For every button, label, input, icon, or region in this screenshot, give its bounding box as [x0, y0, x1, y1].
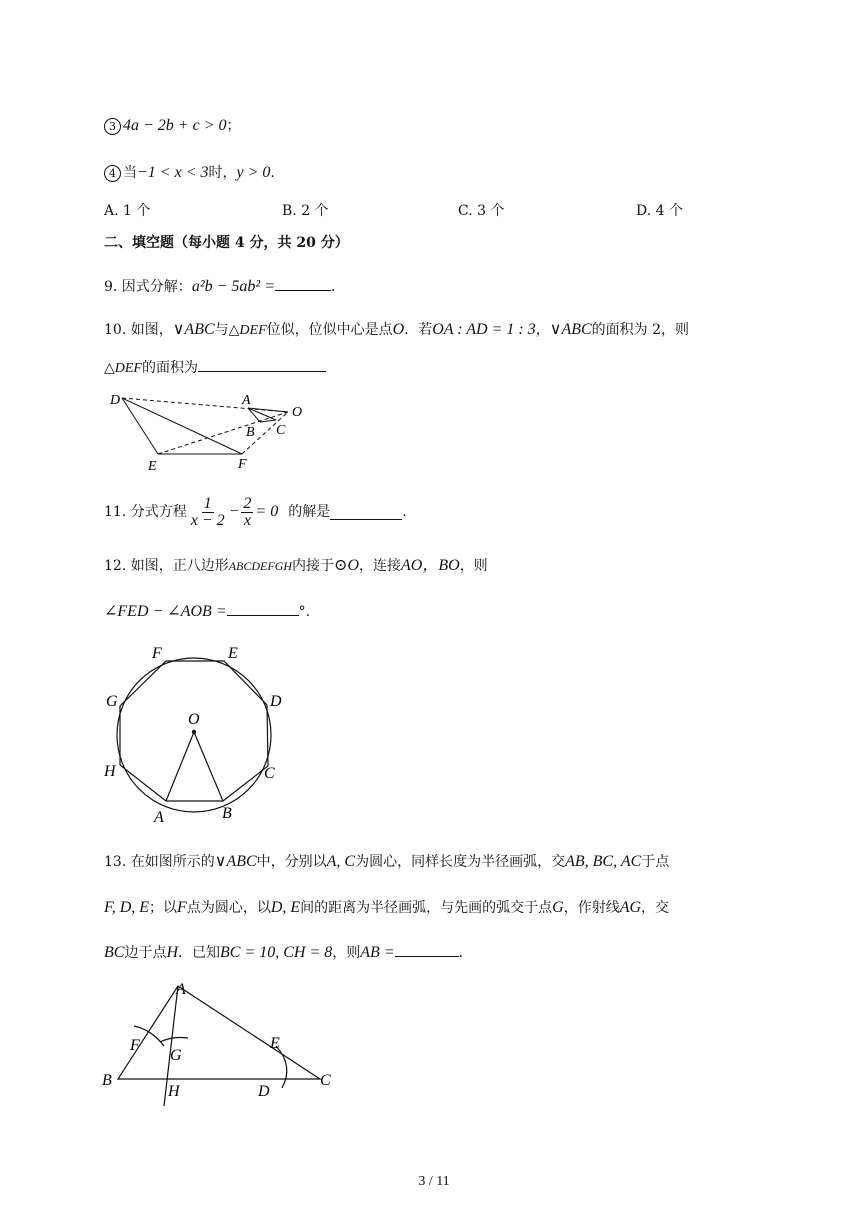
q13-text-a: 13. 在如图所示的: [104, 854, 215, 870]
q11-numerator-1: 1: [203, 494, 212, 512]
question-13-line-1: [104, 852, 669, 872]
q13-label-f: F: [130, 1037, 140, 1054]
question-13-line-3: [104, 942, 463, 963]
q13-ask: AB =: [360, 944, 395, 961]
q13-text-l: ，则: [332, 945, 361, 961]
question-9: [104, 276, 335, 297]
item-3-number: 3: [104, 118, 121, 135]
item-4-number: 4: [104, 165, 121, 182]
section-title: 二、填空题（每小题 4 分，共 20 分）: [104, 235, 349, 251]
q13-triangle-shape: [118, 986, 320, 1079]
q11-numerator-2: 2: [243, 494, 252, 512]
q10-text-e: ，: [535, 322, 550, 338]
q13-point-f: F: [177, 899, 187, 916]
q10-text-c: 位似，位似中心是点: [266, 322, 393, 338]
item-4-mid: 时，: [208, 165, 237, 181]
q13-label-c: C: [320, 1072, 331, 1089]
question-11: [104, 492, 407, 532]
item-4: [104, 163, 275, 183]
q13-ray: AG: [619, 899, 642, 916]
q10-label-e: E: [148, 459, 157, 474]
q13-text-b: 中，分别以: [256, 854, 327, 870]
q11-answer-blank[interactable]: [330, 505, 402, 520]
q12-segments: AO，BO: [401, 557, 460, 574]
q11-minus: −: [228, 503, 240, 520]
q12-expression: ∠FED − ∠AOB =: [104, 603, 227, 620]
q10-triangle-def-2: △DEF: [104, 361, 142, 376]
q11-fraction-2: [241, 496, 253, 529]
q12-text-c: ，连接: [359, 558, 402, 574]
q13-figure: [98, 976, 348, 1111]
q11-prefix: 11. 分式方程: [104, 504, 187, 520]
q11-equals: = 0: [255, 503, 279, 520]
item-4-lead: 当: [123, 165, 137, 181]
q13-label-b: B: [102, 1072, 112, 1089]
q13-text-j: 边于点: [124, 945, 167, 961]
q13-point-g: G: [552, 899, 564, 916]
question-13-line-2: [104, 898, 669, 918]
q9-expression: a²b − 5ab² =: [191, 278, 275, 295]
q9-answer-blank[interactable]: [275, 276, 331, 291]
q13-label-e: E: [270, 1035, 280, 1052]
q12-polygon: ABCDEFGH: [228, 559, 293, 573]
question-12-line-2: [104, 601, 310, 622]
q13-label-d: D: [258, 1083, 270, 1100]
q11-mid: 的解是: [288, 504, 331, 520]
q10-triangle-def: △DEF: [228, 323, 267, 338]
q12-tail: °.: [298, 604, 311, 620]
q12-text-a: 12. 如图，正八边形: [104, 558, 229, 574]
choice-a: A. 1 个: [104, 203, 151, 219]
q12-answer-blank[interactable]: [227, 601, 299, 616]
item-4-tail: .: [270, 165, 275, 181]
q10-label-f: F: [238, 457, 247, 472]
q13-arc-ed: [276, 1046, 287, 1088]
q11-fraction-1: [189, 496, 227, 529]
q11-tail: .: [402, 504, 407, 520]
q10-text-f: 的面积为 2，则: [591, 322, 690, 338]
q13-text-k: ．已知: [178, 945, 221, 961]
q13-text-c: 为圆心，同样长度为半径画弧，交: [355, 854, 566, 870]
q10-label-a: A: [242, 393, 251, 408]
q12-circle: ⊙O: [334, 557, 360, 574]
q13-label-a: A: [176, 981, 186, 998]
q12-label-f: F: [152, 645, 162, 662]
q13-label-h: H: [168, 1083, 180, 1100]
q13-label-g: G: [170, 1047, 182, 1064]
choice-c: C. 3 个: [458, 203, 505, 219]
q13-segment-bc: BC: [104, 944, 125, 961]
q12-label-h: H: [104, 763, 116, 780]
q13-sides: AB, BC, AC: [565, 853, 642, 870]
question-10-line-1: [104, 320, 689, 341]
q13-given: BC = 10, CH = 8: [220, 944, 333, 961]
q10-label-b: B: [246, 425, 255, 440]
q12-label-a: A: [154, 809, 164, 826]
q10-label-o: O: [292, 405, 303, 420]
item-3-expression: 4a − 2b + c > 0: [123, 117, 227, 134]
item-4-result: y > 0: [236, 164, 271, 181]
q10-text-a: 10. 如图，: [104, 322, 173, 338]
choice-b: B. 2 个: [282, 203, 329, 219]
q13-text-h: ，作射线: [563, 900, 620, 916]
q13-text-d: 于点: [641, 854, 670, 870]
q12-text-d: ，则: [459, 558, 488, 574]
q13-tail: .: [458, 945, 464, 961]
q10-text-area: 的面积为: [141, 360, 198, 376]
q10-point-o: O: [392, 321, 405, 338]
q13-arc-g: [160, 1038, 188, 1043]
q10-triangle-abc-2: ∨ABC: [549, 321, 592, 338]
q9-prefix: 9. 因式分解：: [104, 279, 192, 295]
q13-text-i: ，交: [641, 900, 670, 916]
q13-centers: A, C: [326, 853, 356, 870]
q13-answer-blank[interactable]: [395, 942, 459, 957]
q13-triangle: ∨ABC: [214, 853, 257, 870]
q13-point-h: H: [166, 944, 179, 961]
question-12-line-1: [104, 556, 488, 576]
q13-text-f: 点为圆心，以: [186, 900, 271, 916]
q13-text-g: 间的距离为半径画弧，与先画的弧交于点: [300, 900, 553, 916]
q10-text-d: ．若: [404, 322, 433, 338]
page-number: 3 / 11: [418, 1174, 450, 1189]
q13-text-e: ；以: [149, 900, 178, 916]
choice-d: D. 4 个: [636, 203, 683, 219]
q10-label-c: C: [276, 423, 286, 438]
q12-label-b: B: [222, 805, 232, 822]
q10-label-d: D: [110, 393, 121, 408]
q13-points-de: D, E: [270, 899, 301, 916]
q13-points-fde: F, D, E: [104, 899, 150, 916]
item-3: [104, 116, 241, 136]
q12-text-b: 内接于: [292, 558, 335, 574]
q10-answer-blank[interactable]: [198, 357, 326, 372]
q10-ratio: OA : AD = 1 : 3: [432, 321, 536, 338]
q11-denominator-1: x − 2: [190, 511, 225, 529]
q9-tail: .: [331, 279, 336, 295]
q12-label-c: C: [264, 765, 275, 782]
q10-text-b: 与: [214, 322, 229, 338]
item-4-condition: −1 < x < 3: [137, 164, 209, 181]
q12-label-d: D: [270, 693, 282, 710]
q12-figure: [98, 638, 298, 828]
q10-figure: [100, 386, 320, 476]
q11-denominator-2: x: [243, 511, 251, 529]
q12-label-e: E: [228, 645, 238, 662]
q10-triangle-abc: ∨ABC: [172, 321, 215, 338]
item-3-tail: ；: [226, 118, 241, 134]
question-10-line-2: [104, 357, 326, 379]
q12-circumcircle: [117, 658, 271, 812]
q12-center-dot: [192, 730, 196, 734]
q12-label-o: O: [188, 711, 200, 728]
q12-label-g: G: [106, 693, 118, 710]
